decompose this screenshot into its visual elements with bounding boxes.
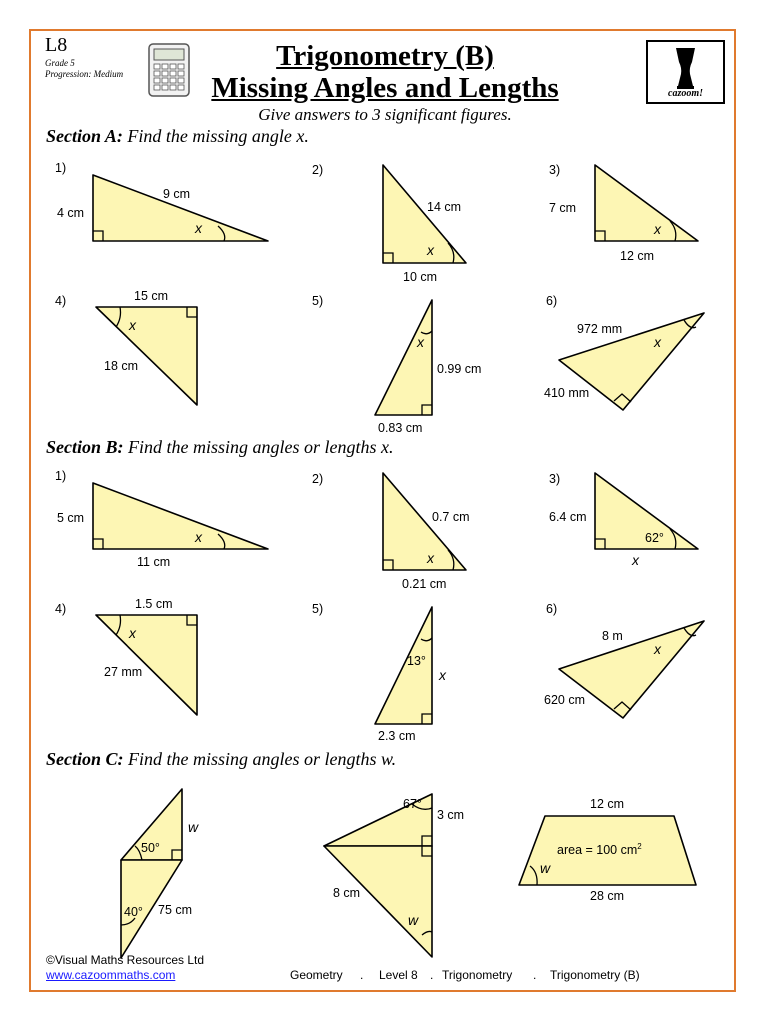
var-a4: x	[129, 317, 136, 333]
area-c3	[557, 842, 642, 857]
qnum-a5: 5)	[312, 294, 324, 308]
side-b6-b: 620 cm	[544, 693, 585, 707]
angle-c1-bottom: 40°	[124, 905, 143, 919]
footer-topic-1: Geometry	[290, 968, 343, 982]
triangle-a3	[595, 165, 698, 241]
side-c1: 75 cm	[158, 903, 193, 917]
section-b-label: Section B:	[46, 437, 124, 457]
side-b4-b: 27 mm	[104, 665, 143, 679]
triangle-a4	[96, 307, 197, 405]
var-a6: x	[654, 334, 661, 350]
footer-topic-3: Trigonometry	[442, 968, 513, 982]
angle-c1-top: 50°	[141, 841, 160, 855]
var-c3: w	[540, 860, 551, 876]
var-b4: x	[129, 625, 136, 641]
side-c3-bottom: 28 cm	[590, 889, 625, 903]
qnum-a4: 4)	[55, 294, 67, 308]
grade-text: Grade 5	[45, 58, 75, 68]
triangle-a1	[93, 175, 268, 241]
qnum-b5: 5)	[312, 602, 324, 616]
section-b-instruction: Find the missing angles or lengths x.	[128, 437, 394, 457]
copyright-text: ©Visual Maths Resources Ltd	[46, 953, 205, 967]
side-a6-a: 972 mm	[577, 322, 623, 336]
angle-b5: 13°	[407, 654, 426, 668]
side-b2-a: 0.7 cm	[432, 510, 470, 524]
qnum-a2: 2)	[312, 163, 324, 177]
triangle-a2	[383, 165, 466, 263]
side-a1-a: 4 cm	[57, 206, 85, 220]
footer-topic-2: Level 8	[379, 968, 418, 982]
logo-text: cazoom!	[668, 88, 703, 99]
var-c2: w	[408, 912, 419, 928]
var-c1: w	[188, 819, 199, 835]
triangle-a5	[375, 300, 432, 415]
var-a2: x	[427, 242, 434, 258]
var-b6: x	[654, 641, 661, 657]
qnum-a3: 3)	[549, 163, 561, 177]
var-b2: x	[427, 550, 434, 566]
qnum-a1: 1)	[55, 161, 67, 175]
side-b3-a: 6.4 cm	[549, 510, 587, 524]
side-b2-b: 0.21 cm	[402, 577, 447, 591]
var-b3: x	[632, 552, 639, 568]
angle-b3: 62°	[645, 531, 664, 545]
var-b1: x	[195, 529, 202, 545]
side-a3-b: 12 cm	[620, 249, 655, 263]
title-line-1: Trigonometry (B)	[276, 40, 494, 72]
side-b1-a: 5 cm	[57, 511, 85, 525]
side-b4-a: 1.5 cm	[135, 597, 173, 611]
angle-c2: 67°	[403, 797, 422, 811]
var-a5: x	[417, 334, 424, 350]
website-link[interactable]: www.cazoommaths.com	[46, 968, 176, 982]
section-a-instruction: Find the missing angle x.	[127, 126, 309, 146]
side-a5-b: 0.83 cm	[378, 421, 423, 435]
area-exponent: 2	[637, 842, 642, 851]
side-b5-b: 2.3 cm	[378, 729, 416, 743]
level-label: L8	[45, 34, 68, 56]
section-c-instruction: Find the missing angles or lengths w.	[128, 749, 397, 769]
progression-text: Progression: Medium	[45, 69, 124, 79]
footer-topic-4: Trigonometry (B)	[550, 968, 640, 982]
var-a3: x	[654, 221, 661, 237]
section-c-label: Section C:	[46, 749, 124, 769]
side-a4-b: 18 cm	[104, 359, 139, 373]
footer-sep-1: .	[360, 968, 364, 982]
qnum-b3: 3)	[549, 472, 561, 486]
footer-sep-2: .	[430, 968, 434, 982]
section-a-label: Section A:	[46, 126, 123, 146]
var-b5: x	[439, 667, 446, 683]
side-a2-b: 10 cm	[403, 270, 438, 284]
subtitle: Give answers to 3 significant figures.	[258, 105, 512, 124]
area-text: area = 100 cm	[557, 843, 638, 857]
side-c2-b: 8 cm	[333, 886, 361, 900]
triangle-c2-bottom	[324, 846, 432, 957]
side-a3-a: 7 cm	[549, 201, 577, 215]
title-line-2: Missing Angles and Lengths	[211, 72, 559, 104]
side-b1-b: 11 cm	[137, 555, 171, 569]
qnum-a6: 6)	[546, 294, 558, 308]
footer-sep-3: .	[533, 968, 537, 982]
side-a1-b: 9 cm	[163, 187, 191, 201]
side-a6-b: 410 mm	[544, 386, 590, 400]
side-a4-a: 15 cm	[134, 289, 169, 303]
side-a2-a: 14 cm	[427, 200, 462, 214]
side-b6-a: 8 m	[602, 629, 623, 643]
side-c3-top: 12 cm	[590, 797, 625, 811]
qnum-b4: 4)	[55, 602, 67, 616]
side-c2-a: 3 cm	[437, 808, 465, 822]
qnum-b2: 2)	[312, 472, 324, 486]
triangle-b1	[93, 483, 268, 549]
qnum-b6: 6)	[546, 602, 558, 616]
var-a1: x	[195, 220, 202, 236]
qnum-b1: 1)	[55, 469, 67, 483]
side-a5-a: 0.99 cm	[437, 362, 482, 376]
